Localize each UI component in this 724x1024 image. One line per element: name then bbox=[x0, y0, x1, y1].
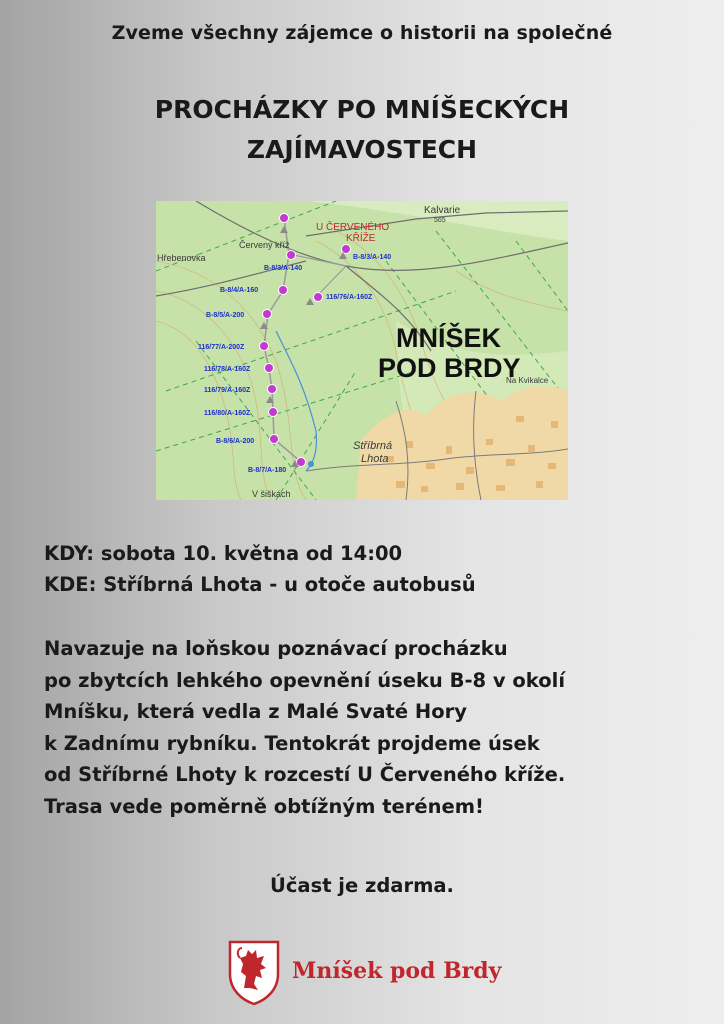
bunker-label: 116/77/A-200Z bbox=[198, 344, 245, 351]
bunker-label: B-8/5/A-200 bbox=[206, 312, 245, 319]
place-na-kvikalce: Na Kvikalce bbox=[506, 376, 549, 385]
bunker-label: 116/78/A-160Z bbox=[204, 366, 251, 373]
bunker-label: 116/80/A-160Z bbox=[204, 410, 251, 417]
crest-icon bbox=[226, 938, 282, 1006]
description-line: Navazuje na loňskou poznávací procházku bbox=[44, 637, 508, 660]
free-entry-note: Účast je zdarma. bbox=[270, 874, 454, 897]
place-v-siskach: V šiškách bbox=[252, 489, 291, 499]
map-town-name-2: POD BRDY bbox=[378, 353, 521, 383]
title-line-2: ZAJÍMAVOSTECH bbox=[246, 135, 478, 164]
map-town-name-1: MNÍŠEK bbox=[396, 323, 502, 353]
description-line: Trasa vede poměrně obtížným terénem! bbox=[44, 794, 484, 818]
description-line: po zbytcích lehkého opevnění úseku B-8 v okolí bbox=[44, 668, 566, 692]
place-u-cerveneho-krize: U ČERVENÉHO bbox=[316, 222, 390, 233]
description-line: od Stříbrné Lhoty k rozcestí U Červeného kříže. bbox=[44, 763, 566, 786]
event-when: KDY: sobota 10. května od 14:00 bbox=[44, 542, 403, 565]
place-stribrna: Stříbrná bbox=[353, 440, 393, 452]
title-line-1: PROCHÁZKY PO MNÍŠECKÝCH bbox=[154, 95, 570, 124]
bunker-label: B-8/7/A-180 bbox=[248, 467, 287, 474]
footer bbox=[226, 938, 526, 1008]
bunker-label: B-8/3/A-140 bbox=[353, 254, 392, 261]
event-where: KDE: Stříbrná Lhota - u otoče autobusů bbox=[44, 573, 476, 596]
description bbox=[44, 633, 684, 822]
bunker-label: B-8/3/A-140 bbox=[264, 265, 303, 272]
bunker-label: 116/79/A-160Z bbox=[204, 387, 251, 394]
place-kalvarie: Kalvarie bbox=[424, 205, 461, 216]
bunker-label: B-8/6/A-200 bbox=[216, 438, 255, 445]
bunker-label: 116/76/A-160Z bbox=[326, 294, 373, 301]
intro-text: Zveme všechny zájemce o historii na společné bbox=[111, 22, 613, 44]
place-hrebenovka: Hřebenovka bbox=[157, 253, 206, 263]
description-line: k Zadnímu rybníku. Tentokrát projdeme úsek bbox=[44, 731, 540, 755]
place-krize: KŘÍŽE bbox=[346, 233, 376, 244]
description-line: Mníšku, která vedla z Malé Svaté Hory bbox=[44, 700, 467, 723]
place-lhota: Lhota bbox=[361, 453, 389, 465]
page-title bbox=[0, 90, 724, 170]
place-elevation: 565 bbox=[434, 217, 446, 224]
place-cerveny-kriz: Červený kříž bbox=[239, 240, 290, 250]
route-map bbox=[156, 201, 568, 500]
brand-name: Mníšek pod Brdy bbox=[292, 958, 502, 984]
bunker-label: B-8/4/A-160 bbox=[220, 287, 259, 294]
